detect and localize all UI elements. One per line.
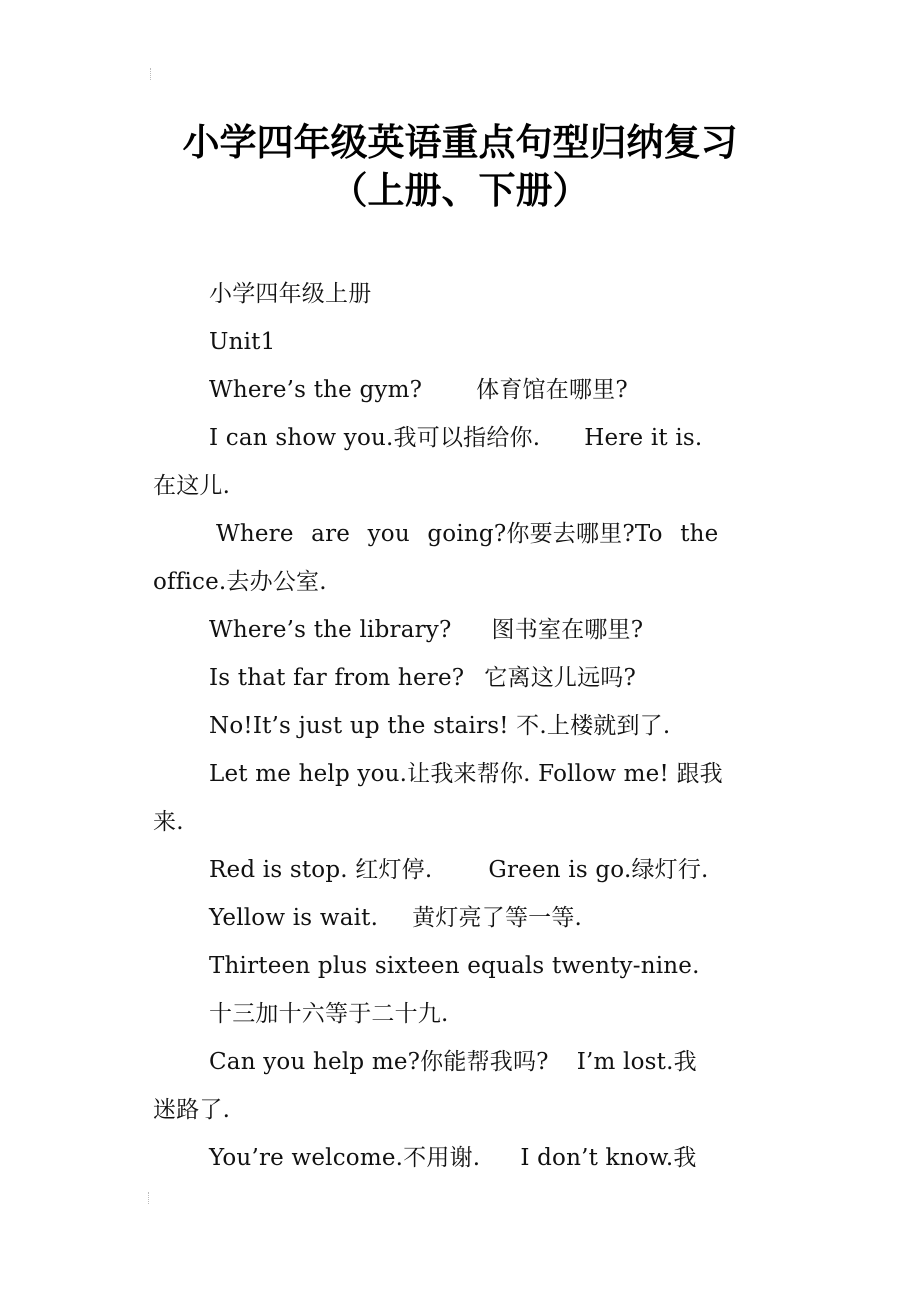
sentence-en: I can show you.我可以指给你. — [209, 425, 541, 451]
sentence-line — [209, 667, 636, 690]
sentence-cn: 它离这儿远吗? — [484, 665, 637, 691]
corner-mark-bottom — [148, 1192, 152, 1204]
sentence-line: 十三加十六等于二十九. — [209, 1001, 449, 1027]
sentence-line: office.去办公室. — [153, 569, 327, 595]
sentence-line: Thirteen plus sixteen equals twenty-nine. — [209, 953, 700, 979]
section-heading: 小学四年级上册 — [209, 281, 372, 307]
sentence-line — [209, 427, 702, 450]
sentence-cn: Green is go.绿灯行. — [488, 857, 709, 883]
sentence-line: 来. — [153, 809, 184, 835]
sentence-line: 迷路了. — [153, 1097, 231, 1123]
sentence-line — [209, 619, 643, 642]
sentence-line: No!It’s just up the stairs! 不.上楼就到了. — [209, 713, 671, 739]
unit-heading: Unit1 — [209, 329, 276, 355]
sentence-line: Where are you going?你要去哪里?To the — [216, 521, 719, 547]
sentence-line: Let me help you.让我来帮你. Follow me! 跟我 — [209, 761, 723, 787]
document-title: 小学四年级英语重点句型归纳复习 — [182, 121, 738, 164]
sentence-cn: 图书室在哪里? — [491, 617, 644, 643]
sentence-en: You’re welcome.不用谢. — [209, 1145, 481, 1171]
sentence-cn: 黄灯亮了等一等. — [412, 905, 583, 931]
sentence-line — [209, 859, 709, 882]
document-subtitle: （上册、下册） — [330, 169, 590, 212]
sentence-en: Red is stop. 红灯停. — [209, 857, 433, 883]
sentence-cn: I’m lost.我 — [576, 1049, 697, 1075]
sentence-en: Is that far from here? — [209, 665, 465, 691]
sentence-cn: Here it is. — [584, 425, 703, 451]
sentence-en: Can you help me?你能帮我吗? — [209, 1049, 549, 1075]
sentence-en: Where’s the gym? — [209, 377, 423, 403]
sentence-line: 在这儿. — [153, 473, 231, 499]
sentence-line — [209, 1147, 697, 1170]
sentence-line — [209, 379, 628, 402]
corner-mark-top — [150, 68, 154, 80]
sentence-line — [209, 907, 582, 930]
sentence-en: Where’s the library? — [209, 617, 452, 643]
sentence-line — [209, 1051, 697, 1074]
sentence-en: Yellow is wait. — [209, 905, 379, 931]
sentence-cn: I don’t know.我 — [520, 1145, 697, 1171]
sentence-cn: 体育馆在哪里? — [476, 377, 628, 403]
